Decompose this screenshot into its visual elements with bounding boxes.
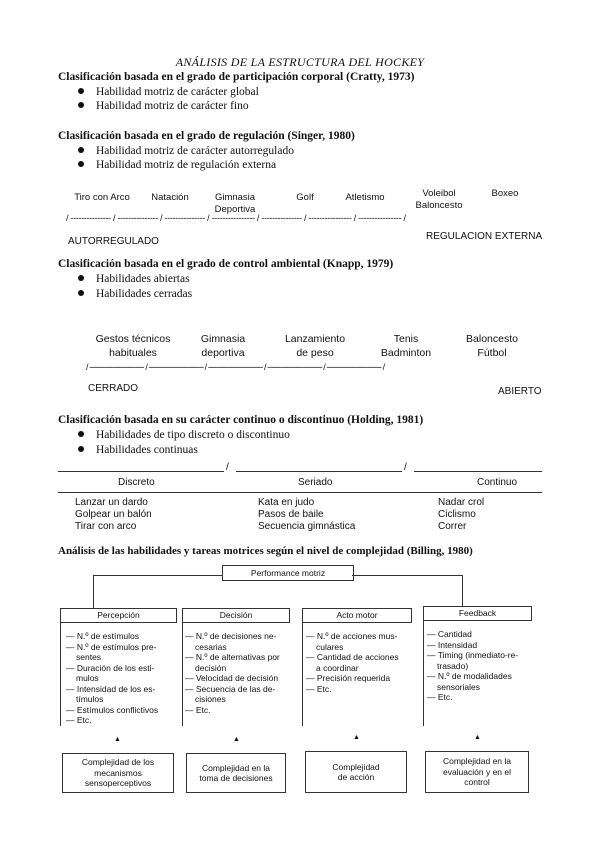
bullet-icon <box>78 431 84 437</box>
connector <box>182 621 183 726</box>
section-heading-singer: Clasificación basada en el grado de regulación (Singer, 1980) <box>58 130 355 142</box>
list-item: — Etc. <box>66 715 92 725</box>
scale-caption-left: CERRADO <box>88 383 139 394</box>
list-item: Secuencia gimnástica <box>258 521 356 532</box>
list-item: a coordinar <box>316 662 359 673</box>
list-item: cesarias <box>195 641 227 652</box>
column-title: Continuo <box>477 477 518 488</box>
bullet-icon <box>78 275 84 281</box>
bottom-box-feedback: Complejidad en la evaluación y en el control <box>425 751 529 793</box>
bottom-box-decision: Complejidad en la toma de decisiones <box>186 753 286 793</box>
list-item: Habilidades continuas <box>78 444 198 456</box>
scale-caption-right: REGULACION EXTERNA <box>426 231 543 242</box>
scale-label: Lanzamiento de peso <box>284 333 346 359</box>
bullet-icon <box>78 161 84 167</box>
column-title: Discreto <box>118 477 155 488</box>
list-item: — N.º de alternativas por <box>185 652 280 662</box>
list-item: — Velocidad de decisión <box>185 673 279 683</box>
list-item: Habilidad motriz de carácter autorregulado <box>78 145 294 157</box>
list-item: — Precisión requerida <box>306 673 391 683</box>
divider-slash: / <box>404 462 407 473</box>
bullet-icon <box>78 290 84 296</box>
divider <box>414 471 542 472</box>
scale-label: Natación <box>151 192 189 203</box>
connector <box>93 575 222 576</box>
column-list <box>75 497 152 533</box>
divider <box>236 471 402 472</box>
branch-list-decision <box>185 631 280 715</box>
list-item: mulos <box>76 673 99 683</box>
list-item: — Cantidad de acciones <box>306 652 399 662</box>
scale-label: Voleibol Baloncesto <box>415 188 463 211</box>
list-item: trasado) <box>437 660 469 671</box>
list-item: — Etc. <box>185 704 211 715</box>
list-item: Lanzar un dardo <box>75 497 148 508</box>
scale-label: Gimnasia deportiva <box>200 333 246 359</box>
list-item: — Intensidad <box>427 639 478 650</box>
list-item: Habilidad motriz de regulación externa <box>78 159 276 171</box>
list-item: decisión <box>195 662 227 673</box>
connector <box>93 575 94 608</box>
list-item: Nadar crol <box>438 497 485 508</box>
scale-label: Baloncesto Fútbol <box>466 333 518 359</box>
list-item: — Duración de los esti- <box>66 662 155 673</box>
connector <box>423 619 424 726</box>
scale-line: / --------------- / --------------- / --------------- / ---------------- / --------------- / ---------------- / ---------------- / <box>66 213 406 223</box>
list-item: Golpear un balón <box>75 509 152 520</box>
arrow-up-icon: ▲ <box>353 734 360 741</box>
list-item: — Cantidad <box>427 629 472 639</box>
list-item: sentes <box>76 652 102 662</box>
list-item: Habilidad motriz de carácter fino <box>78 100 249 112</box>
scale-caption-right: ABIERTO <box>498 386 542 397</box>
divider <box>58 492 542 493</box>
list-item: tímulos <box>76 694 104 704</box>
page-title: ANÁLISIS DE LA ESTRUCTURA DEL HOCKEY <box>175 55 425 69</box>
divider <box>58 471 224 472</box>
connector <box>352 575 462 576</box>
arrow-up-icon: ▲ <box>474 734 481 741</box>
list-item: culares <box>316 641 344 652</box>
scale-label: Golf <box>296 192 314 203</box>
connector <box>302 621 303 726</box>
bullet-icon <box>78 147 84 153</box>
scale-line: / -------------------------- / -------------------------- / -------------------------- / -------------------------- / -------------------------- / <box>86 362 385 372</box>
section-heading-holding: Clasificación basada en su carácter continuo o discontinuo (Holding, 1981) <box>58 414 424 426</box>
scale-label: Tiro con Arco <box>74 192 130 203</box>
branch-list-acto-motor <box>306 631 399 694</box>
arrow-up-icon: ▲ <box>114 736 121 743</box>
branch-box-acto-motor: Acto motor <box>302 608 412 623</box>
branch-list-feedback <box>427 629 518 703</box>
bottom-box-percepcion: Complejidad de los mecanismos sensoperceptivos <box>62 753 174 793</box>
arrow-up-icon: ▲ <box>233 736 240 743</box>
branch-box-decision: Decisión <box>182 608 290 623</box>
list-item: — Etc. <box>427 692 453 702</box>
bottom-box-acto-motor: Complejidad de acción <box>305 751 407 793</box>
connector <box>60 621 61 726</box>
list-item: Kata en judo <box>258 497 315 508</box>
branch-box-percepcion: Percepción <box>60 608 177 623</box>
column-list <box>258 497 355 533</box>
list-item: — N.º de decisiones ne- <box>185 631 277 641</box>
scale-label: Gimnasia Deportiva <box>214 192 256 215</box>
connector <box>462 575 463 608</box>
column-list <box>438 497 484 533</box>
column-title: Seriado <box>298 477 333 488</box>
list-item: — N.º de acciones mus- <box>306 631 398 641</box>
list-item: — Secuencia de las de- <box>185 683 276 694</box>
list-item: — Etc. <box>306 683 332 694</box>
bullet-icon <box>78 102 84 108</box>
divider-slash: / <box>226 462 229 473</box>
bullet-icon <box>78 446 84 452</box>
branch-box-feedback: Feedback <box>423 606 532 621</box>
list-item: — N.º de estímulos pre- <box>66 641 157 652</box>
list-item: Habilidades de tipo discreto o discontinuo <box>78 429 290 441</box>
list-item: — Timing (inmediato-re- <box>427 650 519 660</box>
diagram-root: Performance motriz <box>222 565 354 581</box>
list-item: Pasos de baile <box>258 509 324 520</box>
list-item: sensoriales <box>437 681 480 692</box>
scale-label: Tenis Badminton <box>380 333 432 359</box>
list-item: — N.º de estímulos <box>66 631 140 641</box>
list-item: cisiones <box>195 694 226 704</box>
section-heading-cratty: Clasificación basada en el grado de participación corporal (Cratty, 1973) <box>58 71 415 83</box>
list-item: Correr <box>438 521 467 532</box>
section-heading-billing: Análisis de las habilidades y tareas motrices según el nivel de complejidad (Billing, 1980) <box>58 545 473 557</box>
list-item: — Estímulos conflictivos <box>66 704 159 715</box>
branch-list-percepcion <box>66 631 158 726</box>
list-item: — N.º de modalidades <box>427 671 512 681</box>
list-item: Habilidades abiertas <box>78 273 190 285</box>
scale-caption-left: AUTORREGULADO <box>68 236 159 247</box>
list-item: Tirar con arco <box>75 521 137 532</box>
list-item: Ciclismo <box>438 509 476 520</box>
list-item: Habilidades cerradas <box>78 288 192 300</box>
list-item: Habilidad motriz de carácter global <box>78 86 259 98</box>
scale-label: Boxeo <box>491 188 519 199</box>
list-item: — Intensidad de los es- <box>66 683 156 694</box>
bullet-icon <box>78 88 84 94</box>
scale-label: Gestos técnicos habituales <box>95 333 171 359</box>
scale-label: Atletismo <box>345 192 385 203</box>
section-heading-knapp: Clasificación basada en el grado de control ambiental (Knapp, 1979) <box>58 258 394 270</box>
